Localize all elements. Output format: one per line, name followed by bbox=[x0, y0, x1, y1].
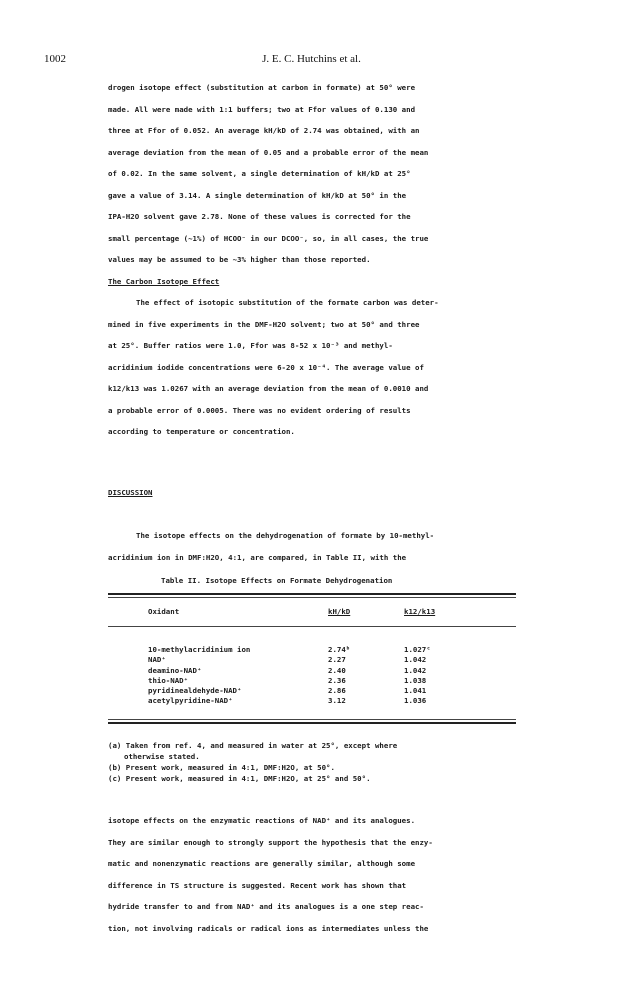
cell-oxidant: 10-methylacridinium ion bbox=[148, 645, 251, 654]
column-header-oxidant: Oxidant bbox=[148, 607, 180, 616]
column-header-kh-kd: kH/kD bbox=[328, 607, 351, 616]
text-line: at 25°. Buffer ratios were 1.0, Ffor was 8-52 x 10⁻³ and methyl- bbox=[108, 341, 393, 350]
cell-oxidant: deamino-NAD⁺ bbox=[148, 665, 202, 675]
table-row bbox=[108, 676, 516, 686]
cell-k12-k13: 1.038 bbox=[404, 675, 427, 685]
body-paragraph-3 bbox=[108, 525, 516, 568]
text-line: difference in TS structure is suggested. Recent work has shown that bbox=[108, 880, 407, 890]
footnote-b: (b) Present work, measured in 4:1, DMF:H2O, at 50°. bbox=[108, 763, 335, 772]
text-line: gave a value of 3.14. A single determination of kH/kD at 50° in the bbox=[108, 190, 407, 200]
text-line: made. All were made with 1:1 buffers; two at Ffor values of 0.130 and bbox=[108, 104, 416, 114]
text-line: values may be assumed to be ~3% higher than those reported. bbox=[108, 255, 371, 264]
page-header bbox=[0, 53, 623, 71]
running-title: J. E. C. Hutchins et al. bbox=[262, 53, 361, 65]
text-line: tion, not involving radicals or radical ions as intermediates unless the bbox=[108, 923, 429, 933]
table-row bbox=[108, 645, 516, 655]
text-line: They are similar enough to strongly support the hypothesis that the enzy- bbox=[108, 837, 433, 847]
cell-kh-kd: 2.86 bbox=[328, 686, 346, 696]
text-line: The effect of isotopic substitution of the formate carbon was deter- bbox=[136, 298, 439, 307]
table-caption: Table II. Isotope Effects on Formate Dehydrogenation bbox=[161, 576, 393, 585]
text-line: IPA-H2O solvent gave 2.78. None of these values is corrected for the bbox=[108, 212, 411, 221]
text-line: hydride transfer to and from NAD⁺ and its analogues is a one step reac- bbox=[108, 902, 424, 911]
cell-kh-kd: 2.27 bbox=[328, 655, 346, 665]
page-number: 1002 bbox=[44, 53, 66, 65]
body-paragraph-1 bbox=[108, 77, 516, 443]
table-row bbox=[108, 686, 516, 696]
text-line: according to temperature or concentration. bbox=[108, 427, 295, 436]
cell-oxidant: thio-NAD⁺ bbox=[148, 675, 189, 685]
text-line: acridinium ion in DMF:H2O, 4:1, are compared, in Table II, with the bbox=[108, 552, 407, 562]
cell-kh-kd: 2.36 bbox=[328, 675, 346, 685]
table-bottom-rule bbox=[108, 722, 516, 724]
text-line: average deviation from the mean of 0.05 and a probable error of the mean bbox=[108, 147, 429, 157]
table-row bbox=[108, 696, 516, 706]
cell-oxidant: acetylpyridine-NAD⁺ bbox=[148, 696, 233, 706]
section-heading-carbon: The Carbon Isotope Effect bbox=[108, 276, 220, 286]
text-line: drogen isotope effect (substitution at carbon in formate) at 50° were bbox=[108, 83, 416, 92]
cell-kh-kd: 2.74ᵇ bbox=[328, 645, 351, 654]
cell-k12-k13: 1.041 bbox=[404, 686, 427, 696]
text-line: small percentage (~1%) of HCOO⁻ in our DCOO⁻, so, in all cases, the true bbox=[108, 233, 429, 243]
cell-k12-k13: 1.027ᶜ bbox=[404, 645, 431, 654]
table-row bbox=[108, 655, 516, 665]
footnote-c: (c) Present work, measured in 4:1, DMF:H2O, at 25° and 50°. bbox=[108, 774, 371, 783]
cell-k12-k13: 1.042 bbox=[404, 665, 427, 675]
text-line: acridinium iodide concentrations were 6-20 x 10⁻⁴. The average value of bbox=[108, 362, 424, 372]
section-heading-discussion: DISCUSSION bbox=[108, 488, 153, 497]
text-line: k12/k13 was 1.0267 with an average deviation from the mean of 0.0010 and bbox=[108, 384, 429, 393]
column-header-k12-k13: k12/k13 bbox=[404, 607, 436, 616]
cell-k12-k13: 1.036 bbox=[404, 696, 427, 706]
section-heading-discussion-wrap bbox=[108, 482, 516, 504]
table-body bbox=[108, 627, 516, 719]
table-row bbox=[108, 666, 516, 676]
isotope-effects-table bbox=[108, 593, 516, 724]
text-line: matic and nonenzymatic reactions are generally similar, although some bbox=[108, 859, 416, 868]
cell-oxidant: NAD⁺ bbox=[148, 655, 166, 665]
cell-oxidant: pyridinealdehyde-NAD⁺ bbox=[148, 686, 242, 696]
cell-kh-kd: 3.12 bbox=[328, 696, 346, 706]
body-paragraph-4 bbox=[108, 810, 516, 939]
text-line: isotope effects on the enzymatic reactions of NAD⁺ and its analogues. bbox=[108, 816, 416, 825]
text-line: a probable error of 0.0005. There was no evident ordering of results bbox=[108, 405, 411, 415]
text-line: The isotope effects on the dehydrogenation of formate by 10-methyl- bbox=[136, 531, 435, 540]
footnote-a: (a) Taken from ref. 4, and measured in water at 25°, except where bbox=[108, 741, 398, 750]
text-line: of 0.02. In the same solvent, a single determination of kH/kD at 25° bbox=[108, 169, 411, 178]
cell-kh-kd: 2.40 bbox=[328, 665, 346, 675]
table-footnotes bbox=[108, 740, 397, 784]
footnote-a-continued: otherwise stated. bbox=[124, 752, 200, 761]
cell-k12-k13: 1.042 bbox=[404, 655, 427, 665]
text-line: three at Ffor of 0.052. An average kH/kD of 2.74 was obtained, with an bbox=[108, 126, 420, 135]
text-line: mined in five experiments in the DMF-H2O solvent; two at 50° and three bbox=[108, 319, 420, 329]
table-header-row bbox=[108, 598, 516, 626]
